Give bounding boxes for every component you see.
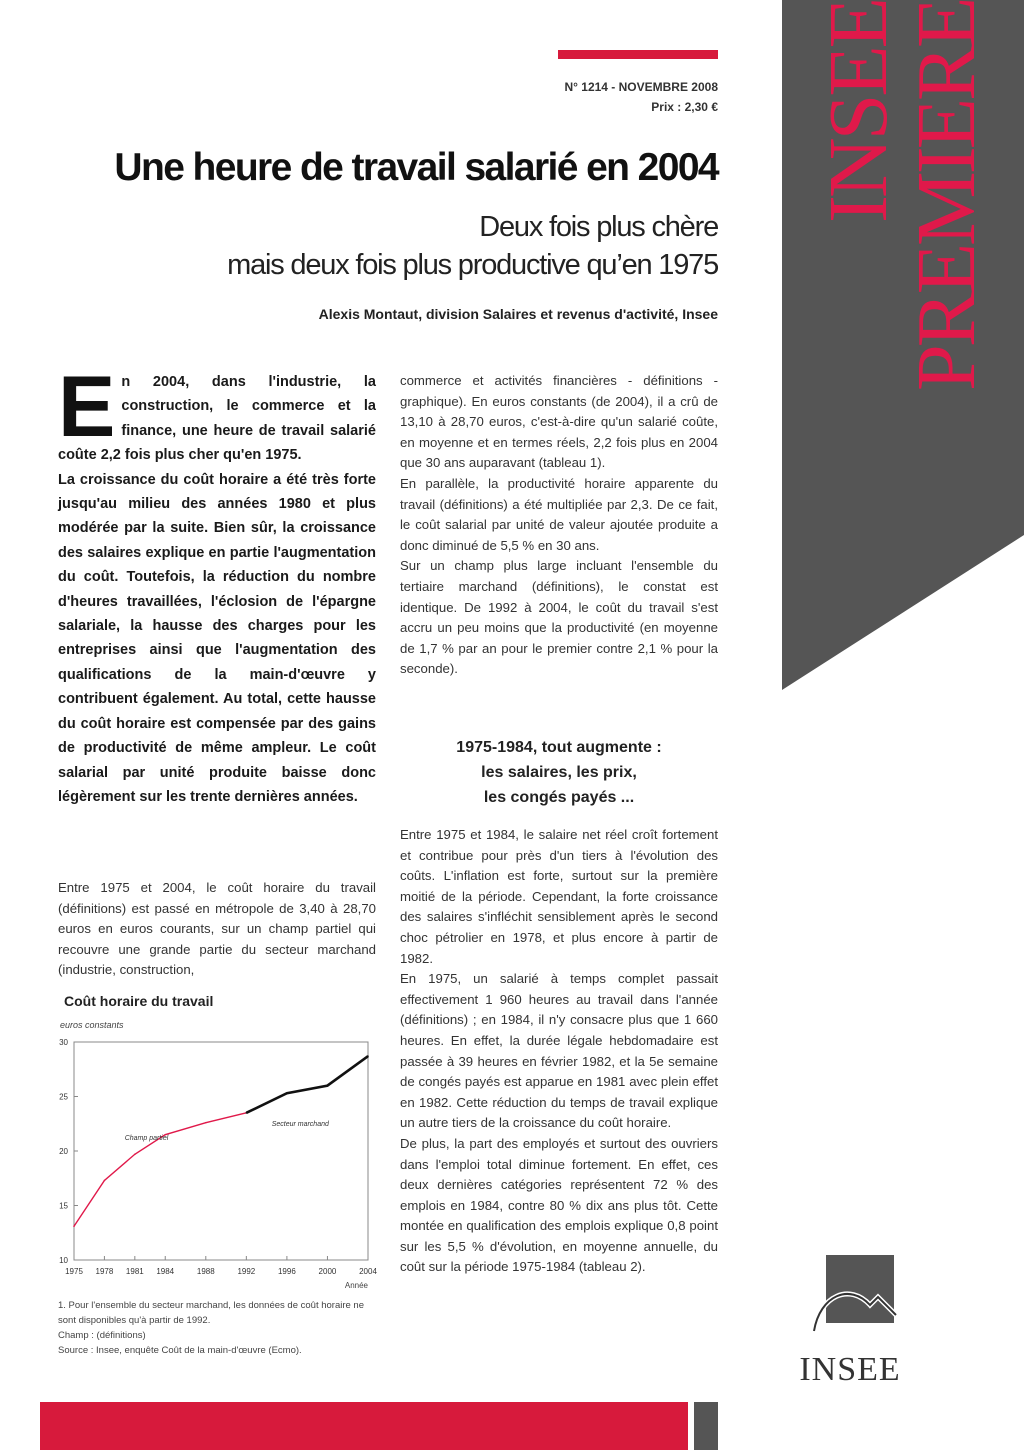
- column-2-bottom: [400, 825, 718, 1278]
- y-axis-label: euros constants: [60, 1020, 124, 1030]
- section-heading-line-3: les congés payés ...: [483, 789, 635, 806]
- drop-cap: E: [58, 359, 116, 455]
- x-tick-label: 1984: [156, 1267, 175, 1276]
- issue-price: Prix : 2,30 €: [651, 100, 718, 114]
- y-tick-label: 20: [59, 1147, 68, 1156]
- cost-chart: [48, 1014, 378, 1299]
- chart-note-1: 1. Pour l'ensemble du secteur marchand, les données de coût horaire ne sont disponibles qu'à partir de 1992.: [58, 1300, 364, 1326]
- plot-frame: [74, 1042, 368, 1260]
- col2-paragraph-1: commerce et activités financières - définitions - graphique). En euros constants (de 2004), il a crû de 13,10 à 28,70 euros, c'est-à-dire qu'un salarié coûte, en moyenne et en termes réels, 2,2 fois plus en 2004 que 30 ans auparavant (tableau 1).: [400, 373, 718, 471]
- subtitle-line-1: Deux fois plus chère: [479, 211, 718, 243]
- y-tick-label: 30: [59, 1038, 68, 1047]
- col2-paragraph-5: En 1975, un salarié à temps complet passait effectivement 1 960 heures au travail dans l'année (définitions) ; en 1984, il n'y consacre plus que 1 660 heures. En effet, la durée légale hebdomadaire est passée à 39 heures en février 1982, et la 5e semaine de congés payés est apparue en 1981 avec plein effet en 1982. Cette réduction du temps de travail explique un autre tiers de la croissance du coût horaire.: [400, 971, 718, 1131]
- col2-paragraph-6: De plus, la part des employés et surtout des ouvriers dans l'emploi total diminue fortement. En effet, ces deux dernières catégories représentent 72 % des emplois en 1984, contre 80 % dix ans plus tôt. Cette montée en qualification des emplois explique 0,8 point sur les 5,5 % d'évolution, en moyenne annuelle, du coût sur la période 1975-1984 (tableau 2).: [400, 1135, 718, 1275]
- intro-text: Entre 1975 et 2004, le coût horaire du travail (définitions) est passé en métropole de 3,40 à 28,70 euros en euros courants, sur un champ partiel qui recouvre une grande partie du secteur marchand (industrie, construction,: [58, 880, 376, 978]
- issue-number: N° 1214 - NOVEMBRE 2008: [564, 80, 718, 94]
- data-point: [286, 1092, 288, 1094]
- article-title: Une heure de travail salarié en 2004: [114, 146, 718, 189]
- lead-text-2: La croissance du coût horaire a été très forte jusqu'au milieu des années 1980 et plus modérée par la suite. Bien sûr, la croissance des salaires explique en partie l'augmentation du coût. Toutefois, la réduction du nombre d'heures travaillées, l'éclosion de l'épargne salariale, la hausse des charges pour les entreprises ainsi que l'augmentation des qualifications de la main-d'œuvre y contribuent également. Au total, cette hausse du coût horaire est compensée par des gains de productivité de même ampleur. Le coût salarial par unité produite baisse donc légèrement sur les trente dernières années.: [58, 471, 376, 805]
- data-point: [73, 1225, 75, 1227]
- x-tick-label: 1975: [65, 1267, 83, 1276]
- banner-word-insee: INSEE: [812, 0, 905, 223]
- section-heading: [400, 735, 718, 810]
- data-point: [327, 1085, 329, 1087]
- footer-red-bar: [40, 1402, 688, 1450]
- series-label-1: Champ partiel: [124, 1135, 169, 1143]
- x-tick-label: 1988: [196, 1267, 215, 1276]
- series-line-2: [246, 1056, 368, 1113]
- y-tick-label: 15: [59, 1201, 68, 1211]
- col2-paragraph-4: Entre 1975 et 1984, le salaire net réel croît fortement et contribue pour près d'un tiers à l'évolution des coûts. L'inflation est forte, surtout sur la première moitié de la période. Cependant, la forte croissance des salaires s'infléchit sensiblement après le second choc pétrolier en 1978, et plus encore à partir de 1982.: [400, 827, 718, 966]
- column-2-top: [400, 371, 718, 680]
- banner-word-premiere: PREMIERE: [900, 0, 993, 392]
- x-axis-label: Année: [344, 1281, 368, 1290]
- data-point: [104, 1180, 106, 1182]
- x-tick-label: 1996: [277, 1267, 296, 1276]
- logo-swoosh-icon: [810, 1275, 900, 1335]
- chart-note-3: Source : Insee, enquête Coût de la main-d'œuvre (Ecmo).: [58, 1345, 302, 1356]
- chart-title: Coût horaire du travail: [64, 993, 214, 1009]
- x-tick-label: 2004: [359, 1267, 377, 1276]
- x-tick-label: 1992: [237, 1267, 256, 1276]
- chart-notes: [58, 1298, 376, 1358]
- data-point: [367, 1055, 369, 1057]
- x-tick-label: 2000: [318, 1267, 337, 1276]
- y-tick-label: 10: [59, 1256, 68, 1265]
- insee-logo: [780, 1255, 920, 1405]
- lead-paragraph: [58, 359, 376, 809]
- lead-text-1: n 2004, dans l'industrie, la construction, le commerce et la finance, une heure de travail salarié coûte 2,2 fois plus cher qu'en 1975.: [58, 374, 376, 464]
- subtitle-line-2: mais deux fois plus productive qu’en 1975: [227, 249, 718, 281]
- banner-title: [785, 0, 1021, 540]
- x-tick-label: 1978: [95, 1267, 114, 1276]
- section-heading-line-1: 1975-1984, tout augmente :: [456, 739, 662, 756]
- footer-grey-bar: [694, 1402, 718, 1450]
- col2-paragraph-3: Sur un champ plus large incluant l'ensemble du tertiaire marchand (définitions), le constat est identique. De 1992 à 2004, le coût du travail s'est accru un peu moins que la productivité (en moyenne de 1,7 % par an pour le premier contre 2,1 % pour la seconde).: [400, 558, 718, 677]
- data-point: [134, 1153, 136, 1155]
- chart-layer: [59, 1020, 377, 1290]
- data-point: [246, 1112, 248, 1114]
- article-author: Alexis Montaut, division Salaires et revenus d'activité, Insee: [318, 306, 718, 322]
- x-tick-label: 1981: [125, 1267, 144, 1276]
- data-point: [205, 1122, 207, 1124]
- col2-paragraph-2: En parallèle, la productivité horaire apparente du travail (définitions) a été multipliée par 2,3. De ce fait, le coût salarial par unité de valeur ajoutée produite a donc diminué de 5,5 % en 30 ans.: [400, 475, 718, 553]
- series-label-2: Secteur marchand: [271, 1120, 329, 1128]
- logo-text: INSEE: [799, 1351, 901, 1388]
- section-heading-line-2: les salaires, les prix,: [481, 764, 637, 781]
- series-line-1: [74, 1113, 246, 1226]
- header-accent-bar: [558, 50, 718, 59]
- chart-note-2: Champ : (définitions): [58, 1330, 146, 1341]
- y-tick-label: 25: [59, 1092, 68, 1102]
- article-subtitle: [60, 208, 718, 284]
- intro-paragraph: [58, 878, 376, 981]
